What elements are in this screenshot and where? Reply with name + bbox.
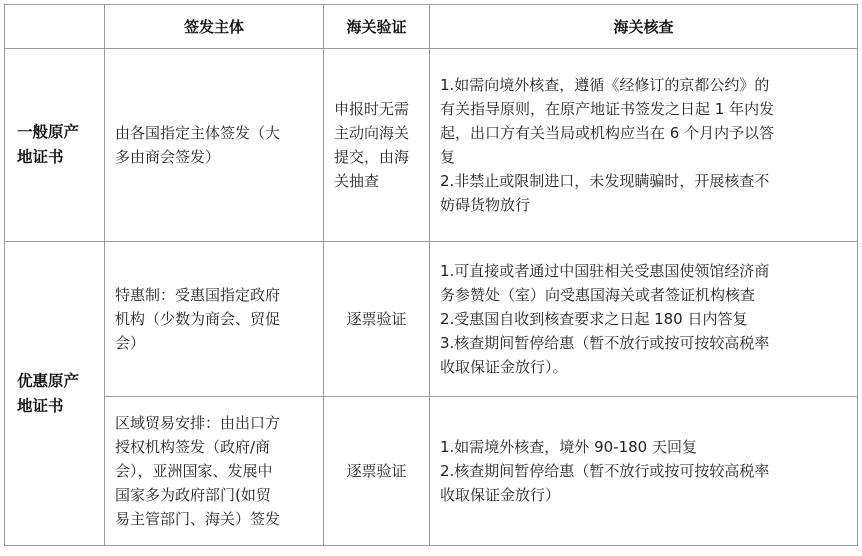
issuer-cell: 由各国指定主体签发（大 多由商会签发） xyxy=(105,49,324,242)
header-blank xyxy=(5,5,105,49)
header-row xyxy=(5,5,858,49)
inspection-cell: 1.可直接或者通过中国驻相关受惠国使领馆经济商 务参赞处（室）向受惠国海关或者签证机构核查 2.受惠国自收到核查要求之日起 180 日内答复 3.核查期间暂停给惠（暂不放行或按可按较高税率 收取保证金放行）。 xyxy=(430,242,858,397)
inspection-cell: 1.如需境外核查，境外 90-180 天回复 2.核查期间暂停给惠（暂不放行或按可按较高税率 收取保证金放行） xyxy=(430,397,858,546)
table-row xyxy=(5,242,858,397)
issuer-cell: 区域贸易安排：由出口方 授权机构签发（政府/商 会），亚洲国家、发展中 国家多为政府部门(如贸 易主管部门、海关）签发 xyxy=(105,397,324,546)
category-cell: 一般原产 地证书 xyxy=(5,49,105,242)
verification-cell: 逐票验证 xyxy=(324,397,430,546)
customs-certificate-table xyxy=(4,4,858,546)
issuer-cell: 特惠制：受惠国指定政府 机构（少数为商会、贸促 会） xyxy=(105,242,324,397)
table-row xyxy=(5,49,858,242)
category-cell: 优惠原产 地证书 xyxy=(5,242,105,546)
table-row xyxy=(5,397,858,546)
verification-cell: 申报时无需 主动向海关 提交，由海 关抽查 xyxy=(324,49,430,242)
verification-cell: 逐票验证 xyxy=(324,242,430,397)
inspection-cell: 1.如需向境外核查，遵循《经修订的京都公约》的 有关指导原则，在原产地证书签发之日起 1 年内发 起，出口方有关当局或机构应当在 6 个月内予以答 复 2.非禁止或限制进口，未发现瞒骗时，开展核查不 妨碍货物放行 xyxy=(430,49,858,242)
header-issuer: 签发主体 xyxy=(105,5,324,49)
header-inspection: 海关核查 xyxy=(430,5,858,49)
header-verification: 海关验证 xyxy=(324,5,430,49)
